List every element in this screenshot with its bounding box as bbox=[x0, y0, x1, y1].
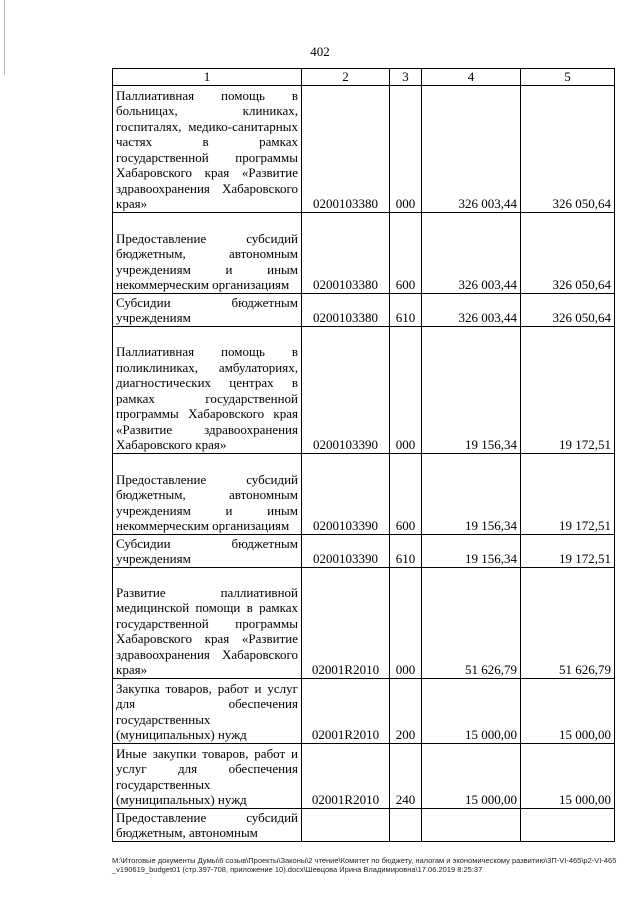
row-expense-type bbox=[390, 808, 422, 841]
row-name: Предоставление субсидий бюджетным, автономным bbox=[113, 808, 302, 841]
table-row bbox=[113, 743, 615, 808]
table-row bbox=[113, 808, 615, 841]
table-row bbox=[113, 567, 615, 678]
page-number: 402 bbox=[310, 44, 330, 59]
row-expense-type: 200 bbox=[390, 678, 422, 743]
row-expense-type: 600 bbox=[390, 453, 422, 534]
row-amount-2020: 15 000,00 bbox=[422, 678, 521, 743]
row-name: Субсидии бюджетным учреждениям bbox=[113, 534, 302, 567]
row-expense-type: 000 bbox=[390, 567, 422, 678]
row-amount-2021: 19 172,51 bbox=[521, 453, 615, 534]
scan-margin-line bbox=[4, 0, 5, 75]
row-target-code bbox=[302, 808, 390, 841]
row-name: Паллиативная помощь в поликлиниках, амбулаториях, диагностических центрах в рамках государственной программы Хабаровского края «Развитие здравоохранения Хабаровского края» bbox=[113, 326, 302, 453]
row-amount-2021 bbox=[521, 808, 615, 841]
header-col-5: 5 bbox=[521, 69, 615, 86]
document-path-footer: M:\Итоговые документы Думы\6 созыв\Проекты\Законы\2 чтение\Комитет по бюджету, налогам и экономическому развитию\3П-VI-465\р2-VI-465_v190619_budget01 (стр.397-708, приложение 10).docx\Шевцова Ирина Владимировна\17.06.2019 8:25:37 bbox=[112, 856, 617, 874]
row-target-code: 0200103390 bbox=[302, 453, 390, 534]
row-target-code: 02001R2010 bbox=[302, 678, 390, 743]
row-name: Развитие паллиативной медицинской помощи в рамках государственной программы Хабаровского края «Развитие здравоохранения Хабаровского края» bbox=[113, 567, 302, 678]
row-target-code: 0200103380 bbox=[302, 212, 390, 293]
table-row bbox=[113, 453, 615, 534]
row-amount-2020: 19 156,34 bbox=[422, 534, 521, 567]
row-expense-type: 240 bbox=[390, 743, 422, 808]
row-amount-2021: 19 172,51 bbox=[521, 534, 615, 567]
row-amount-2021: 15 000,00 bbox=[521, 678, 615, 743]
row-target-code: 0200103380 bbox=[302, 85, 390, 212]
row-expense-type: 610 bbox=[390, 534, 422, 567]
row-amount-2021: 326 050,64 bbox=[521, 85, 615, 212]
row-name: Иные закупки товаров, работ и услуг для обеспечения государственных (муниципальных) нужд bbox=[113, 743, 302, 808]
table-row bbox=[113, 678, 615, 743]
row-target-code: 0200103390 bbox=[302, 534, 390, 567]
row-target-code: 02001R2010 bbox=[302, 743, 390, 808]
header-col-2: 2 bbox=[302, 69, 390, 86]
header-col-1: 1 bbox=[113, 69, 302, 86]
row-name: Паллиативная помощь в больницах, клиниках, госпиталях, медико-санитарных частях в рамках государственной программы Хабаровского края «Развитие здравоохранения Хабаровского края» bbox=[113, 85, 302, 212]
row-amount-2020: 19 156,34 bbox=[422, 326, 521, 453]
row-expense-type: 610 bbox=[390, 293, 422, 326]
header-col-3: 3 bbox=[390, 69, 422, 86]
row-amount-2020: 326 003,44 bbox=[422, 293, 521, 326]
table-row bbox=[113, 212, 615, 293]
row-amount-2021: 51 626,79 bbox=[521, 567, 615, 678]
row-expense-type: 600 bbox=[390, 212, 422, 293]
row-amount-2021: 326 050,64 bbox=[521, 212, 615, 293]
table-row bbox=[113, 293, 615, 326]
table-header-row bbox=[113, 69, 615, 86]
row-amount-2021: 326 050,64 bbox=[521, 293, 615, 326]
row-amount-2020: 326 003,44 bbox=[422, 85, 521, 212]
row-amount-2020: 326 003,44 bbox=[422, 212, 521, 293]
row-amount-2021: 15 000,00 bbox=[521, 743, 615, 808]
row-expense-type: 000 bbox=[390, 326, 422, 453]
row-amount-2020: 51 626,79 bbox=[422, 567, 521, 678]
row-name: Предоставление субсидий бюджетным, автономным учреждениям и иным некоммерческим организациям bbox=[113, 212, 302, 293]
row-name: Субсидии бюджетным учреждениям bbox=[113, 293, 302, 326]
row-expense-type: 000 bbox=[390, 85, 422, 212]
row-amount-2020: 15 000,00 bbox=[422, 743, 521, 808]
table-row bbox=[113, 326, 615, 453]
budget-table bbox=[112, 68, 615, 842]
row-amount-2021: 19 172,51 bbox=[521, 326, 615, 453]
row-target-code: 0200103390 bbox=[302, 326, 390, 453]
row-target-code: 0200103380 bbox=[302, 293, 390, 326]
row-name: Закупка товаров, работ и услуг для обеспечения государственных (муниципальных) нужд bbox=[113, 678, 302, 743]
row-name: Предоставление субсидий бюджетным, автономным учреждениям и иным некоммерческим организациям bbox=[113, 453, 302, 534]
table-row bbox=[113, 534, 615, 567]
row-amount-2020: 19 156,34 bbox=[422, 453, 521, 534]
row-amount-2020 bbox=[422, 808, 521, 841]
header-col-4: 4 bbox=[422, 69, 521, 86]
table-row bbox=[113, 85, 615, 212]
row-target-code: 02001R2010 bbox=[302, 567, 390, 678]
